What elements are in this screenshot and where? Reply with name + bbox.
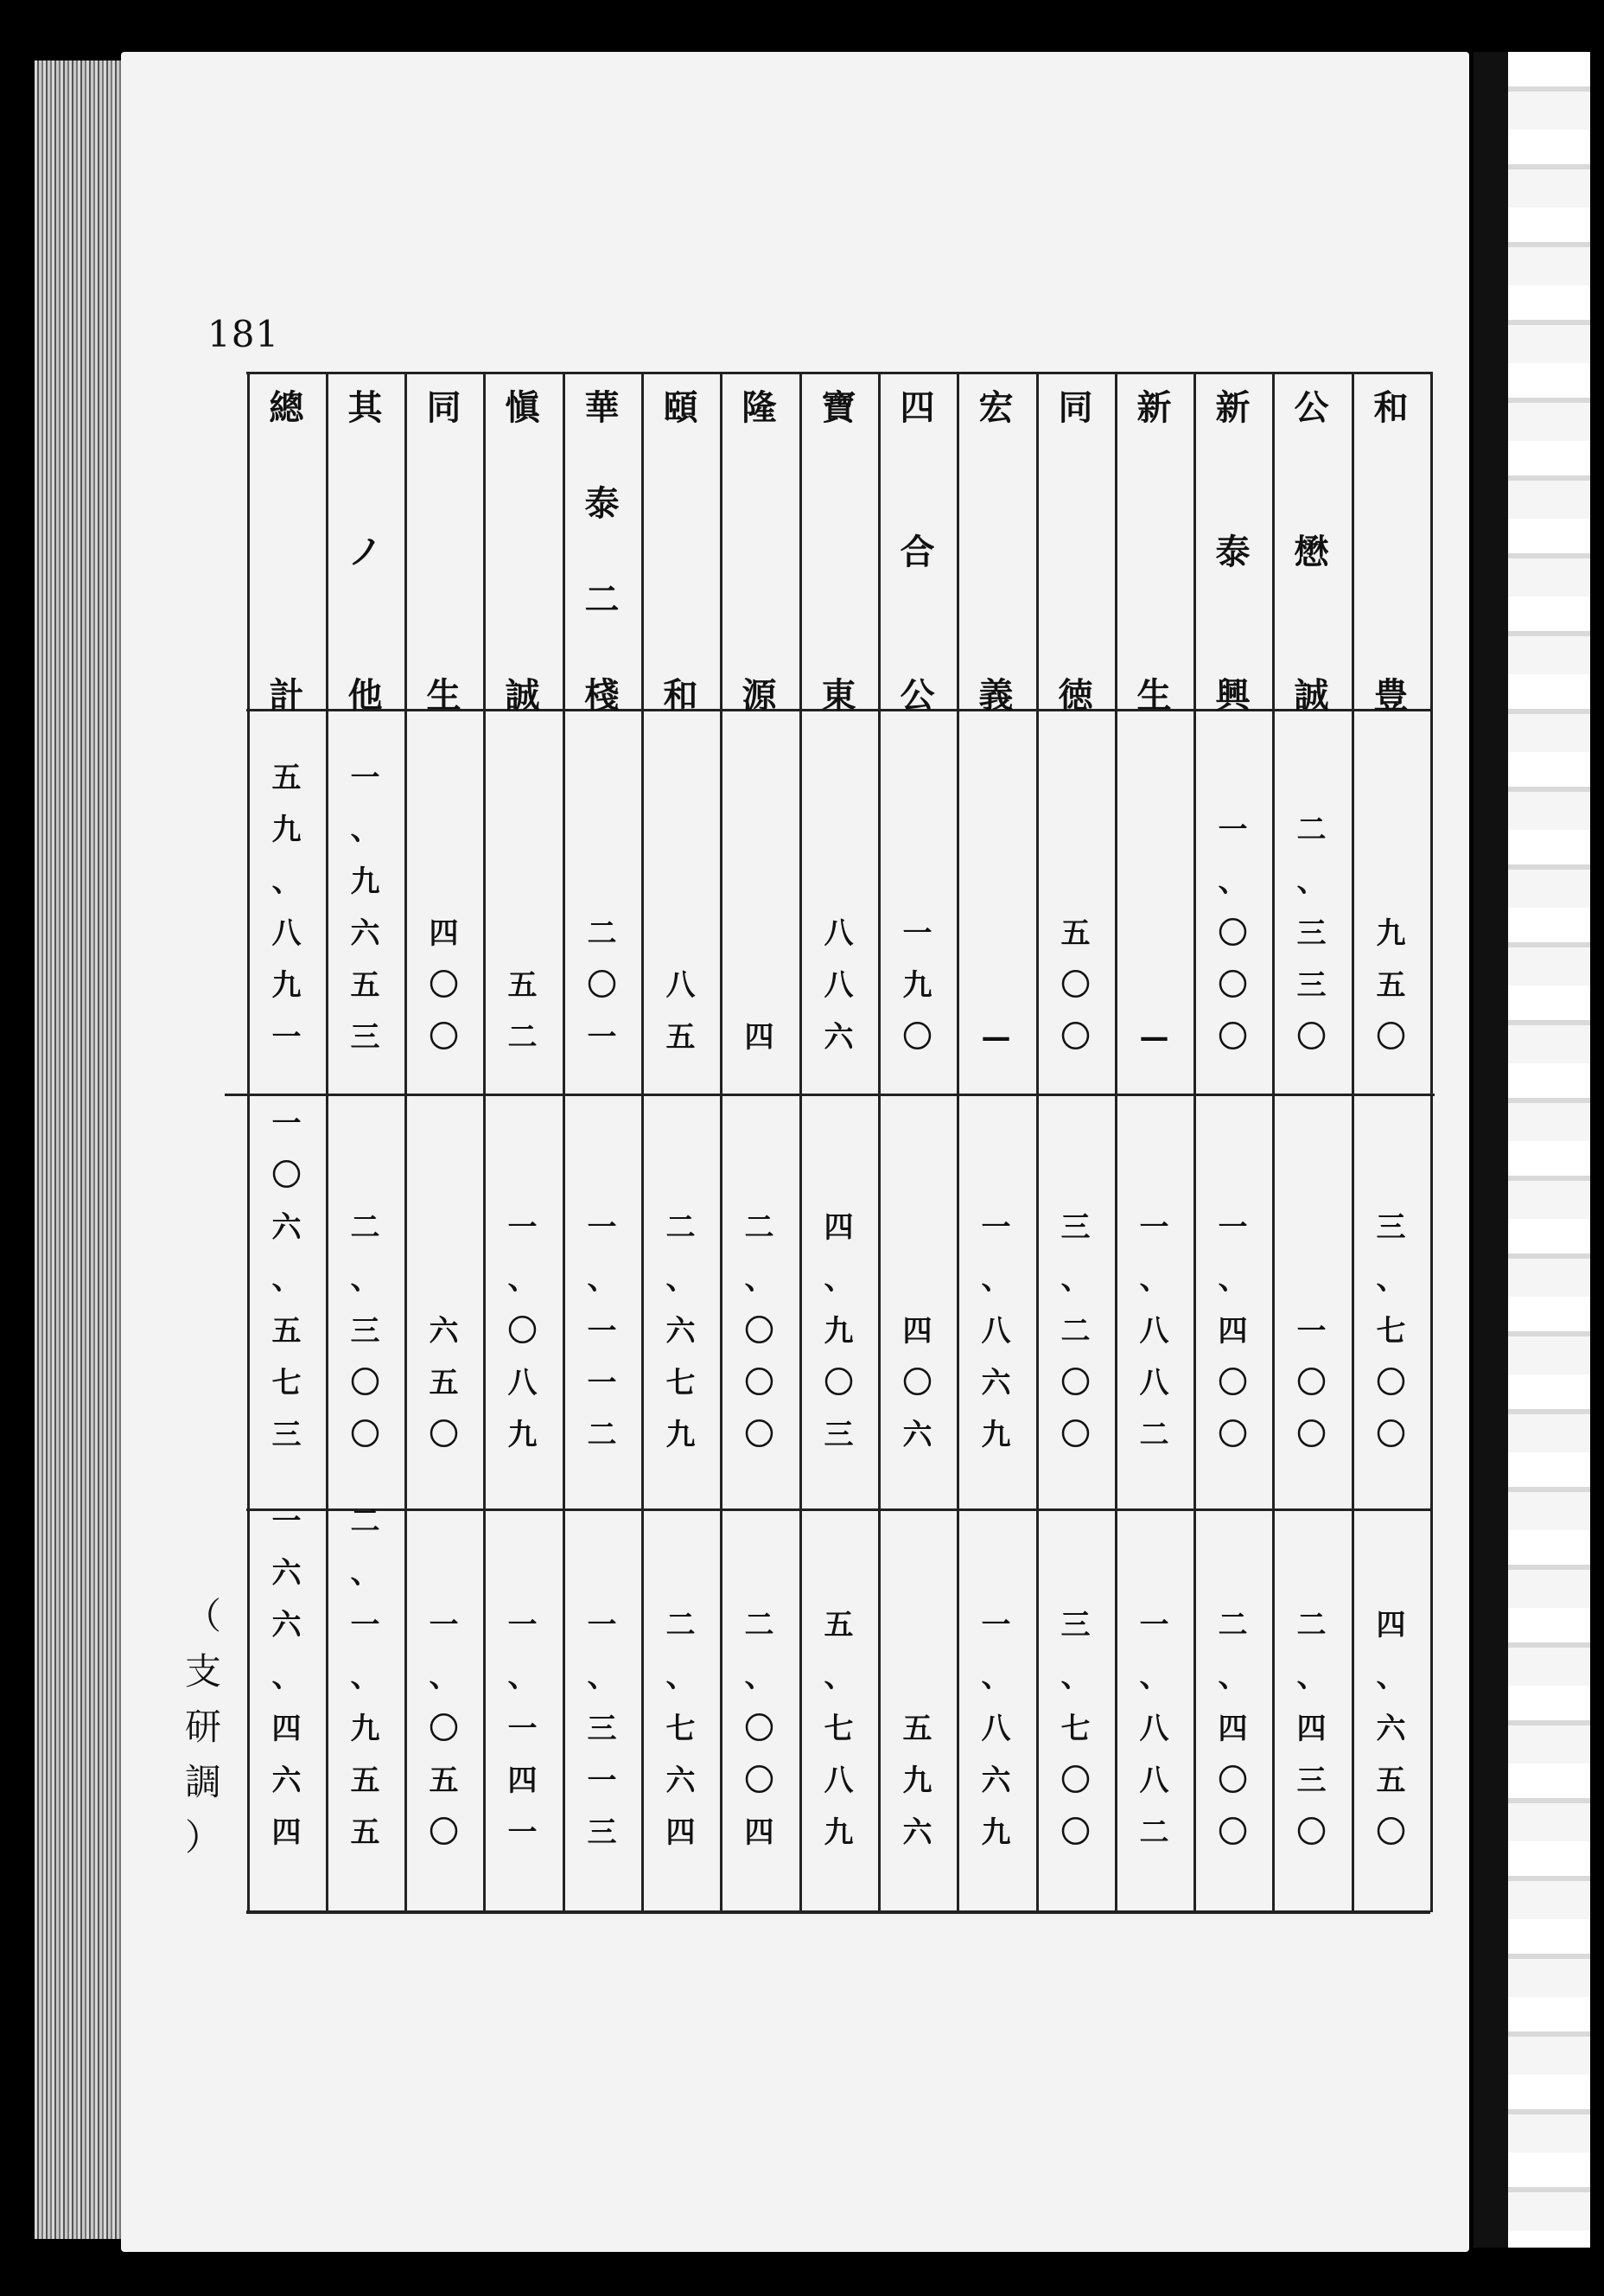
value-column-1: 五 二 xyxy=(507,968,538,1055)
value-column-1: 二 〇 一 xyxy=(587,916,617,1055)
footer-source: （ 支 研 調 ） xyxy=(184,1595,221,1859)
value-column-1: 一 、 九 六 五 三 xyxy=(350,761,380,1055)
value-column-2: 三 、 二 〇 〇 xyxy=(1060,1210,1091,1452)
row-name: 寶 東 xyxy=(821,387,856,716)
value-column-3: 一 、 一 四 一 xyxy=(507,1608,538,1850)
value-column-1: 四 xyxy=(744,1020,774,1055)
value-column-2: 一 、 八 六 九 xyxy=(981,1210,1011,1452)
book-spine xyxy=(35,61,134,2239)
page-number: 181 xyxy=(207,313,280,355)
value-column-1: 一 九 〇 xyxy=(902,916,932,1055)
value-column-2: 一 、 四 〇 〇 xyxy=(1218,1210,1248,1452)
value-column-2: 一 、 八 八 二 xyxy=(1139,1210,1169,1452)
row-name: 同 生 xyxy=(426,387,461,716)
row-name: 同 徳 xyxy=(1058,387,1093,716)
value-column-3: 一 六 六 、 四 六 四 xyxy=(271,1504,302,1850)
next-page-edge xyxy=(1508,52,1590,2248)
value-column-3: 一 、 八 六 九 xyxy=(981,1608,1011,1850)
value-column-1: 五 九 、 八 九 一 xyxy=(271,761,302,1055)
value-column-2: 二 、 〇 〇 〇 xyxy=(744,1210,774,1452)
value-column-1: — xyxy=(1139,1020,1169,1055)
value-column-3: 一 、 三 一 三 xyxy=(587,1608,617,1850)
value-column-2: 二 、 六 七 九 xyxy=(665,1210,696,1452)
row-name: 新 泰 興 xyxy=(1215,387,1251,716)
table-top-rule xyxy=(246,372,1430,374)
value-column-1: 一 、 〇 〇 〇 xyxy=(1218,813,1248,1055)
row-name: 總 計 xyxy=(269,387,304,716)
value-column-2: 一 〇 〇 xyxy=(1296,1314,1327,1452)
value-column-2: 三 、 七 〇 〇 xyxy=(1376,1210,1406,1452)
value-column-2: 四 、 九 〇 三 xyxy=(824,1210,854,1452)
page-gutter xyxy=(1474,52,1508,2248)
row-name: 新 生 xyxy=(1136,387,1172,716)
value-column-3: 二 、 七 六 四 xyxy=(665,1608,696,1850)
row-rule-2 xyxy=(246,1508,1430,1511)
row-name: 其 ノ 他 xyxy=(347,387,383,716)
value-column-3: 一 、 〇 五 〇 xyxy=(429,1608,459,1850)
value-column-3: 二 、 一 、 九 五 五 xyxy=(350,1504,380,1850)
row-name: 頤 和 xyxy=(663,387,698,716)
value-column-3: 二 、 四 〇 〇 xyxy=(1218,1608,1248,1850)
value-column-2: 一 〇 六 、 五 七 三 xyxy=(271,1107,302,1452)
row-name: 四 合 公 xyxy=(900,387,935,716)
value-column-3: 五 九 六 xyxy=(902,1712,932,1850)
value-column-2: 六 五 〇 xyxy=(429,1314,459,1452)
value-column-1: 八 五 xyxy=(665,968,696,1055)
table-bottom-rule xyxy=(246,1910,1430,1914)
value-column-3: 二 、 〇 〇 四 xyxy=(744,1608,774,1850)
row-name: 和 豊 xyxy=(1373,387,1409,716)
value-column-2: 一 、 一 一 二 xyxy=(587,1210,617,1452)
column-rule xyxy=(1430,372,1433,1912)
value-column-2: 四 〇 六 xyxy=(902,1314,932,1452)
value-column-1: 二 、 三 三 〇 xyxy=(1296,813,1327,1055)
row-name: 愼 誠 xyxy=(505,387,540,716)
value-column-1: 四 〇 〇 xyxy=(429,916,459,1055)
row-name: 華 泰 二 棧 xyxy=(584,387,620,716)
value-column-3: 四 、 六 五 〇 xyxy=(1376,1608,1406,1850)
row-name: 公 懋 誠 xyxy=(1294,387,1329,716)
row-name: 隆 源 xyxy=(742,387,777,716)
value-column-3: 五 、 七 八 九 xyxy=(824,1608,854,1850)
value-column-1: 八 八 六 xyxy=(824,916,854,1055)
value-column-2: 一 、 〇 八 九 xyxy=(507,1210,538,1452)
value-column-3: 一 、 八 八 二 xyxy=(1139,1608,1169,1850)
value-column-1: — xyxy=(981,1020,1011,1055)
value-column-1: 九 五 〇 xyxy=(1376,916,1406,1055)
row-name: 宏 義 xyxy=(978,387,1014,716)
value-column-2: 二 、 三 〇 〇 xyxy=(350,1210,380,1452)
value-column-3: 三 、 七 〇 〇 xyxy=(1060,1608,1091,1850)
value-column-1: 五 〇 〇 xyxy=(1060,916,1091,1055)
value-column-3: 二 、 四 三 〇 xyxy=(1296,1608,1327,1850)
